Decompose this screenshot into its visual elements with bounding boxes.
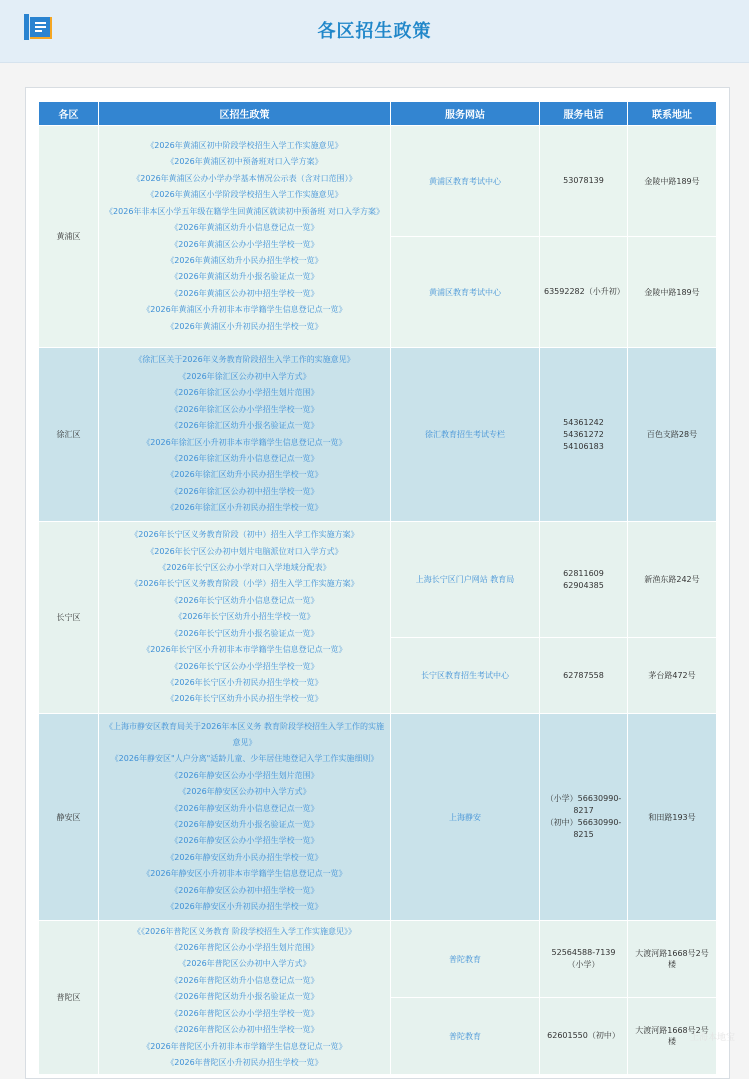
table-row: [39, 714, 717, 921]
column-header-policy: 区招生政策: [99, 102, 391, 126]
policy-link[interactable]: 《2026年徐汇区公办小学招生划片范围》: [170, 388, 319, 398]
policy-link[interactable]: 《2026年黄浦区公办小学办学基本情况公示表（含对口范围）》: [132, 173, 357, 183]
service-website[interactable]: [391, 714, 540, 921]
website-link[interactable]: 黄浦区教育考试中心: [429, 176, 501, 186]
column-header-district: 各区: [39, 102, 99, 126]
contact-address: 新渔东路242号: [628, 522, 717, 638]
website-link[interactable]: 长宁区教育招生考试中心: [421, 671, 509, 680]
policy-link[interactable]: 《2026年普陀区小升初民办招生学校一览》: [166, 1057, 323, 1067]
policy-link[interactable]: 《2026年静安区公办小学招生划片范围》: [170, 770, 319, 780]
policy-list: [99, 714, 391, 921]
contact-address: 百色支路28号: [628, 348, 717, 522]
policy-link[interactable]: 《2026年长宁区小升初非本市学籍学生信息登记点一览》: [142, 645, 347, 655]
service-website[interactable]: [391, 126, 540, 237]
service-phone: 62601550（初中）: [540, 998, 628, 1075]
policy-list: [99, 522, 391, 714]
column-header-website: 服务网站: [391, 102, 540, 126]
website-link[interactable]: 上海长宁区门户网站 教育局: [415, 575, 515, 584]
column-header-address: 联系地址: [628, 102, 717, 126]
service-phone: 62787558: [540, 638, 628, 714]
policy-link[interactable]: 《上海市静安区教育局关于2026年本区义务 教育阶段学校招生入学工作的实施意见》: [105, 721, 384, 747]
policy-link[interactable]: 《2026年长宁区幼升小报名验证点一览》: [170, 628, 319, 638]
policy-link[interactable]: 《2026年普陀区公办初中入学方式》: [178, 959, 311, 969]
policy-link[interactable]: 《2026年黄浦区幼升小报名验证点一览》: [170, 272, 319, 282]
table-header-row: [39, 102, 717, 126]
policy-link[interactable]: 《2026年长宁区幼升小招生学校一览》: [174, 612, 315, 622]
policy-link[interactable]: 《2026年普陀区小升初非本市学籍学生信息登记点一览》: [142, 1041, 347, 1051]
policy-link[interactable]: 《2026年普陀区公办初中招生学校一览》: [170, 1025, 319, 1035]
policy-list: [99, 921, 391, 1075]
policy-link[interactable]: 《2026年长宁区幼升小信息登记点一览》: [170, 595, 319, 605]
contact-address: 金陵中路189号: [628, 237, 717, 348]
policy-link[interactable]: 《徐汇区关于2026年义务教育阶段招生入学工作的实施意见》: [134, 355, 355, 365]
district-name: 静安区: [39, 714, 99, 921]
policy-link[interactable]: 《2026年徐汇区小升初非本市学籍学生信息登记点一览》: [142, 437, 347, 447]
policy-link[interactable]: 《2026年静安区幼升小报名验证点一览》: [170, 820, 319, 829]
table-row: [39, 126, 717, 237]
policy-list: [99, 126, 391, 348]
watermark: 上海本地宝: [689, 1033, 735, 1043]
contact-address: 金陵中路189号: [628, 126, 717, 237]
service-phone: 63592282（小升初）: [540, 237, 628, 348]
policy-link[interactable]: 《2026年静安区公办初中入学方式》: [178, 787, 311, 797]
policy-link[interactable]: 《2026年徐汇区小升初民办招生学校一览》: [166, 503, 323, 513]
policy-link[interactable]: 《2026年长宁区公办初中划片电脑派位对口入学方式》: [146, 546, 343, 556]
service-website[interactable]: [391, 522, 540, 638]
website-link[interactable]: 普陀教育: [449, 1031, 481, 1041]
policy-link[interactable]: 《2026年黄浦区初中预备班对口入学方案》: [166, 157, 323, 167]
policy-link[interactable]: 《2026年静安区公办小学招生学校一览》: [170, 836, 319, 846]
policy-link[interactable]: 《2026年静安区"人户分离"适龄儿童、少年居住地登记入学工作实施细则》: [110, 754, 379, 764]
service-website[interactable]: [391, 638, 540, 714]
policy-link[interactable]: 《2026年静安区小升初非本市学籍学生信息登记点一览》: [142, 869, 347, 879]
website-link[interactable]: 普陀教育: [449, 954, 481, 964]
website-link[interactable]: 黄浦区教育考试中心: [429, 287, 501, 297]
website-link[interactable]: 徐汇教育招生考试专栏: [425, 430, 505, 439]
policy-panel: [25, 87, 730, 1079]
service-phone: 52564588-7139（小学）: [540, 921, 628, 998]
policy-link[interactable]: 《2026年静安区幼升小信息登记点一览》: [170, 803, 319, 813]
policy-link[interactable]: 《2026年普陀区公办小学招生学校一览》: [170, 1008, 319, 1018]
policy-link[interactable]: 《2026年徐汇区幼升小民办招生学校一览》: [166, 470, 323, 480]
policy-link[interactable]: 《2026年长宁区幼升小民办招生学校一览》: [166, 694, 323, 704]
contact-address: 茅台路472号: [628, 638, 717, 714]
website-link[interactable]: 上海静安: [449, 812, 481, 822]
policy-link[interactable]: 《2026年普陀区幼升小信息登记点一览》: [170, 975, 319, 985]
table-row: [39, 921, 717, 998]
district-name: 徐汇区: [39, 348, 99, 522]
policy-link[interactable]: 《2026年黄浦区幼升小民办招生学校一览》: [166, 255, 323, 265]
district-name: 长宁区: [39, 522, 99, 714]
policy-link[interactable]: 《2026年静安区小升初民办招生学校一览》: [166, 902, 323, 912]
table-row: [39, 522, 717, 638]
policy-table: [38, 101, 717, 1075]
policy-link[interactable]: 《2026年普陀区幼升小报名验证点一览》: [170, 992, 319, 1002]
policy-link[interactable]: 《2026年静安区公办初中招生学校一览》: [170, 885, 319, 895]
policy-link[interactable]: 《2026年徐汇区幼升小信息登记点一览》: [170, 453, 319, 463]
table-row: [39, 348, 717, 522]
policy-link[interactable]: 《2026年黄浦区初中阶段学校招生入学工作实施意见》: [146, 141, 343, 151]
district-name: 普陀区: [39, 921, 99, 1075]
contact-address: 和田路193号: [628, 714, 717, 921]
policy-link[interactable]: 《2026年普陀区公办小学招生划片范围》: [170, 943, 319, 953]
policy-link[interactable]: 《2026年长宁区义务教育阶段（初中）招生入学工作实施方案》: [130, 530, 359, 540]
service-website[interactable]: [391, 237, 540, 348]
page-header: [0, 0, 749, 63]
column-header-phone: 服务电话: [540, 102, 628, 126]
policy-link[interactable]: 《2026年长宁区公办小学招生学校一览》: [170, 661, 319, 671]
service-website[interactable]: [391, 921, 540, 998]
page-title: 各区招生政策: [317, 21, 432, 42]
policy-link[interactable]: 《2026年静安区幼升小民办招生学校一览》: [166, 852, 323, 862]
policy-link[interactable]: 《2026年黄浦区公办小学招生学校一览》: [170, 239, 319, 249]
policy-link[interactable]: 《2026年黄浦区小升初非本市学籍学生信息登记点一览》: [142, 305, 347, 315]
policy-link[interactable]: 《2026年徐汇区公办初中招生学校一览》: [170, 486, 319, 496]
service-website[interactable]: [391, 348, 540, 522]
service-phone: （小学）56630990-8217 （初中）56630990-8215: [540, 714, 628, 921]
policy-link[interactable]: 《《2026年普陀区义务教育 阶段学校招生入学工作实施意见》》: [133, 926, 356, 936]
policy-link[interactable]: 《2026年非本区小学五年级在籍学生回黄浦区就读初中预备班 对口入学方案》: [105, 206, 384, 216]
service-phone: 62811609 62904385: [540, 522, 628, 638]
contact-address: 大渡河路1668号2号楼: [628, 998, 717, 1075]
policy-list: [99, 348, 391, 522]
policy-link[interactable]: 《2026年黄浦区小学阶段学校招生入学工作实施意见》: [146, 190, 343, 200]
district-name: 黄浦区: [39, 126, 99, 348]
policy-link[interactable]: 《2026年徐汇区公办小学招生学校一览》: [170, 404, 319, 414]
policy-link[interactable]: 《2026年长宁区小升初民办招生学校一览》: [166, 677, 323, 687]
policy-link[interactable]: 《2026年黄浦区公办初中招生学校一览》: [170, 288, 319, 298]
policy-link[interactable]: 《2026年黄浦区幼升小信息登记点一览》: [170, 223, 319, 233]
policy-link[interactable]: 《2026年长宁区公办小学对口入学地域分配表》: [158, 563, 331, 573]
policy-link[interactable]: 《2026年徐汇区公办初中入学方式》: [178, 371, 311, 381]
service-website[interactable]: [391, 998, 540, 1075]
service-phone: 53078139: [540, 126, 628, 237]
contact-address: 大渡河路1668号2号楼: [628, 921, 717, 998]
policy-link[interactable]: 《2026年黄浦区小升初民办招生学校一览》: [166, 321, 323, 331]
service-phone: 54361242 54361272 54106183: [540, 348, 628, 522]
policy-link[interactable]: 《2026年长宁区义务教育阶段（小学）招生入学工作实施方案》: [130, 579, 359, 589]
policy-link[interactable]: 《2026年徐汇区幼升小报名验证点一览》: [170, 421, 319, 431]
